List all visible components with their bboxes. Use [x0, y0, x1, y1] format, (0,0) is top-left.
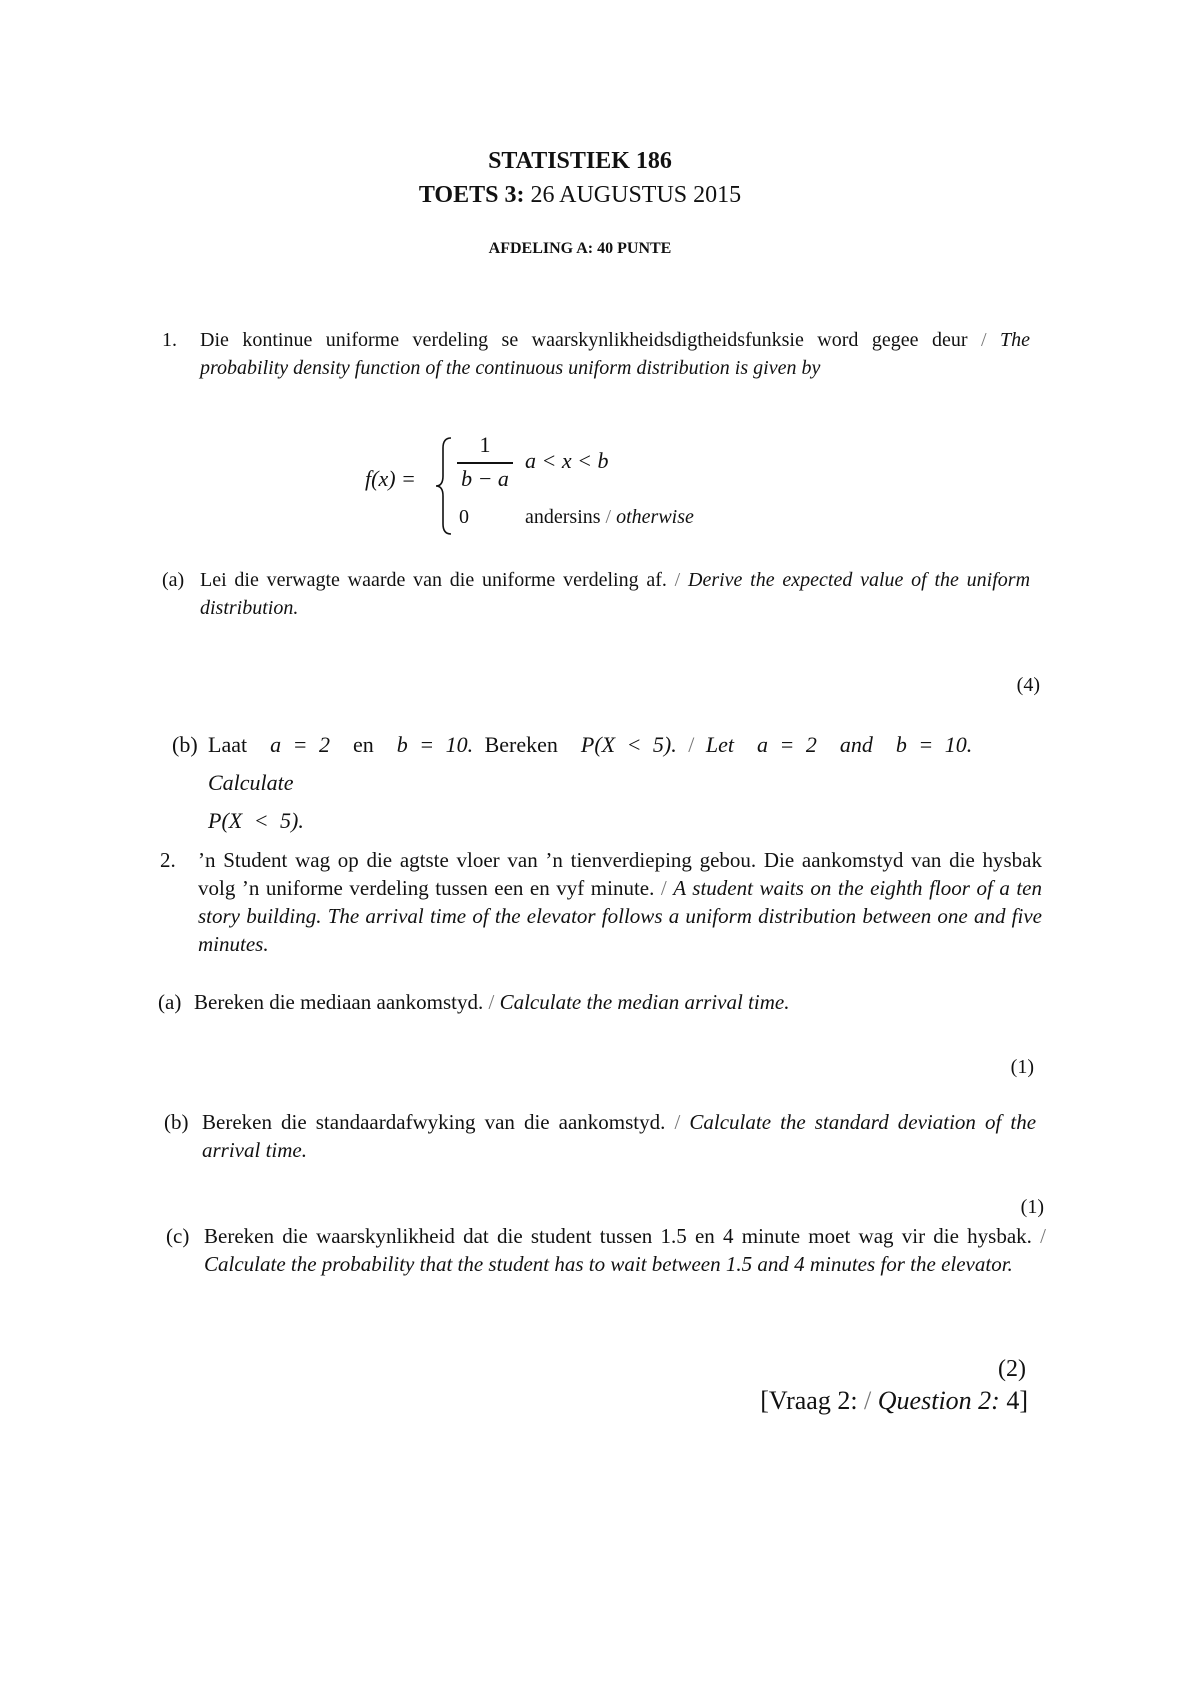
separator: / [660, 876, 667, 900]
question-2 [160, 846, 1042, 958]
question-1a-text-af: Lei die verwagte waarde van die uniforme verdeling af. [200, 569, 667, 591]
test-title [0, 182, 1160, 209]
question-2a [158, 988, 1042, 1016]
test-date: 26 AUGUSTUS 2015 [530, 182, 742, 208]
question-1b-label: (b) [172, 732, 198, 757]
question-2a-text-en: Calculate the median arrival time. [499, 990, 790, 1014]
question-2b-label: (b) [164, 1110, 189, 1134]
question-2b-marks: (1) [1020, 1196, 1044, 1218]
question-1b-a-value: a = 2 [270, 732, 330, 757]
separator: / [980, 329, 987, 351]
question-2c-marks: (2) [998, 1356, 1026, 1382]
course-title: STATISTIEK 186 [488, 148, 672, 174]
formula-case-2-value: 0 [459, 506, 469, 528]
formula-lhs: f(x) = [365, 466, 416, 491]
formula-numerator: 1 [479, 432, 491, 457]
question-1-text-en: The probability density function of the continuous uniform distribution is given by [200, 329, 1031, 379]
question-2a-text-af: Bereken die mediaan aankomstyd. [194, 990, 484, 1014]
total-value: 4] [1006, 1386, 1028, 1415]
question-1a [162, 566, 1030, 622]
question-1b-probability-en: P(X < 5). [208, 808, 304, 833]
total-en: Question 2: [877, 1386, 1000, 1415]
total-open: [Vraag 2: [760, 1386, 858, 1415]
question-2a-marks: (1) [1010, 1056, 1034, 1078]
question-2-text-af: ’n Student wag op die agtste vloer van ’n tienverdieping gebou. Die aankomstyd van die hysbak volg ’n uniforme verdeling tussen een en vyf minute. [198, 848, 1042, 900]
question-1b-bereken: Bereken [484, 732, 558, 757]
question-1a-text-en: Derive the expected value of the uniform distribution. [200, 569, 1031, 619]
question-1 [162, 326, 1030, 382]
question-1b-laat: Laat [208, 732, 248, 757]
left-brace-icon [433, 436, 455, 536]
condition-2-en: otherwise [616, 506, 694, 528]
question-1b [172, 726, 1042, 840]
question-1b-and: and [839, 732, 873, 757]
question-2-text-en: A student waits on the eighth floor of a ten story building. The arrival time of the elevator follows a uniform distribution between one and five minutes. [198, 876, 1043, 956]
question-2a-label: (a) [158, 990, 182, 1014]
separator: / [688, 732, 695, 757]
question-1b-calculate: Calculate [208, 770, 294, 795]
separator: / [864, 1386, 872, 1415]
separator: / [674, 569, 681, 591]
question-2c-text-af: Bereken die waarskynlikheid dat die student tussen 1.5 en 4 minute moet wag vir die hysbak. [204, 1224, 1032, 1248]
question-1-number: 1. [162, 329, 177, 351]
question-2b [164, 1108, 1036, 1164]
question-2c-label: (c) [166, 1224, 190, 1248]
pdf-formula [365, 432, 785, 542]
question-1a-label: (a) [162, 569, 185, 591]
separator: / [488, 990, 495, 1014]
question-2c [166, 1222, 1046, 1278]
question-1b-en: en [352, 732, 374, 757]
question-1b-probability: P(X < 5). [580, 732, 677, 757]
question-1a-marks: (4) [1016, 674, 1040, 696]
formula-denominator: b − a [461, 466, 509, 491]
question-1b-let: Let [705, 732, 734, 757]
question-2b-text-en: Calculate the standard deviation of the arrival time. [202, 1110, 1037, 1162]
question-1-text-af: Die kontinue uniforme verdeling se waarskynlikheidsdigtheidsfunksie word gegee deur [200, 329, 968, 351]
formula-condition-2 [525, 506, 694, 529]
question-2-total [428, 1386, 1028, 1416]
question-1b-a-value-en: a = 2 [757, 732, 817, 757]
question-2-number: 2. [160, 848, 176, 872]
separator: / [674, 1110, 681, 1134]
question-2b-text-af: Bereken die standaardafwyking van die aankomstyd. [202, 1110, 666, 1134]
separator: / [1040, 1224, 1047, 1248]
formula-condition-1: a < x < b [525, 448, 609, 473]
test-label: TOETS 3: [418, 182, 525, 208]
question-1b-b-value-en: b = 10. [895, 732, 973, 757]
fraction-bar [457, 462, 513, 464]
question-2c-text-en: Calculate the probability that the student has to wait between 1.5 and 4 minutes for the elevator. [204, 1252, 1013, 1276]
separator: / [605, 506, 612, 528]
section-heading: AFDELING A: 40 PUNTE [488, 240, 672, 257]
question-1b-b-value: b = 10. [396, 732, 474, 757]
condition-2-af: andersins [525, 506, 601, 528]
